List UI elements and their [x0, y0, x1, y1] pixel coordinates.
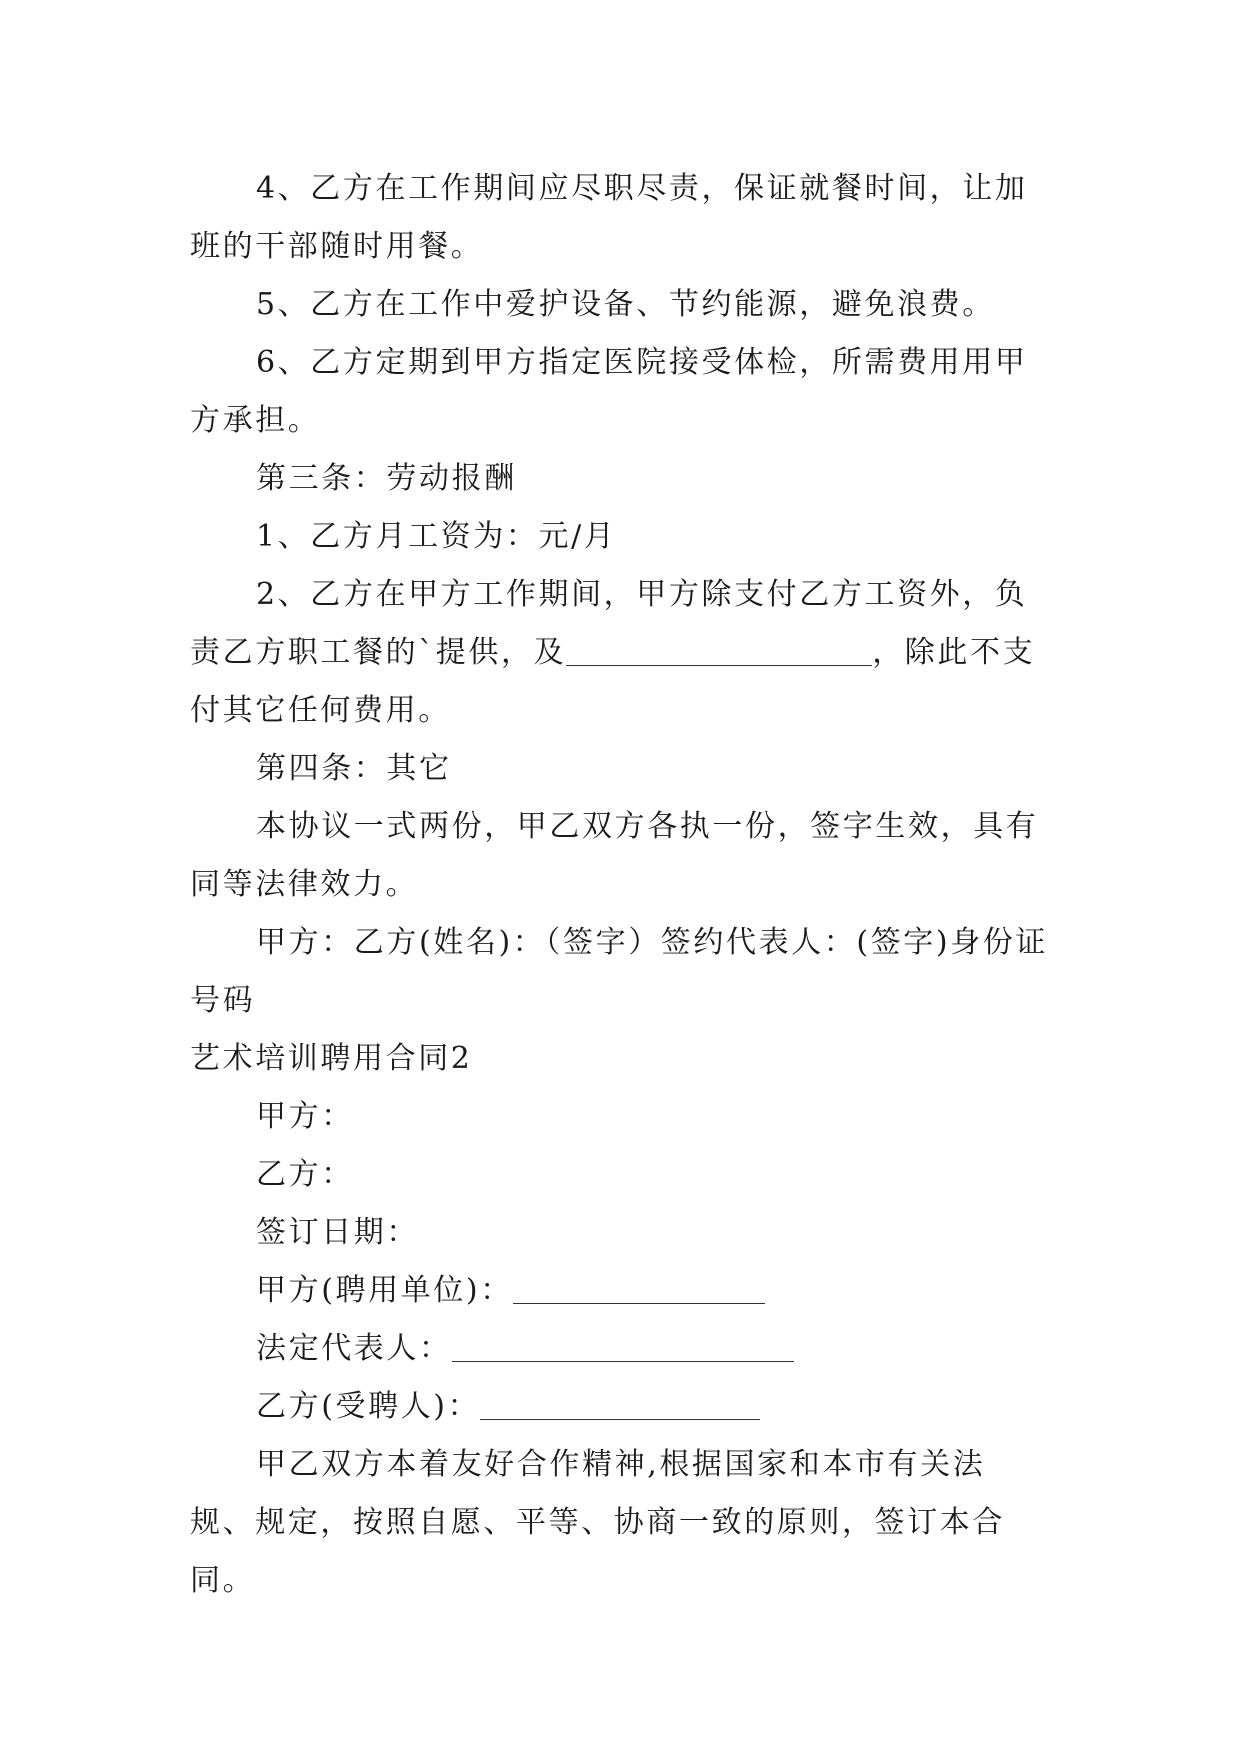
salary-item-2-text-end: ，除此不支付其它任何费用。: [190, 635, 1036, 728]
document-body: [190, 160, 1050, 1610]
clause-item-5: 5、乙方在工作中爱护设备、节约能源，避免浪费。: [256, 287, 995, 322]
party-a-label: 甲方：: [256, 1099, 354, 1134]
employer-field: [190, 1262, 1050, 1320]
signing-date-label: 签订日期：: [256, 1215, 419, 1250]
party-b-label: 乙方：: [256, 1157, 354, 1192]
clause-item-6: 6、乙方定期到甲方指定医院接受体检，所需费用用甲方承担。: [190, 345, 1028, 438]
signature-line: 甲方：乙方(姓名)：（签字）签约代表人：(签字)身份证号码: [190, 925, 1049, 1018]
legal-representative-field: [190, 1320, 1050, 1378]
agreement-copies-text: 本协议一式两份，甲乙双方各执一份，签字生效，具有同等法律效力。: [190, 809, 1039, 902]
fill-in-blank: [566, 631, 872, 666]
salary-item-2-text-start: 2、乙方在甲方工作期间，甲方除支付乙方工资外，负责乙方职工餐的`提供，及: [190, 577, 1028, 670]
legal-representative-blank: [452, 1327, 794, 1362]
employee-blank: [480, 1385, 760, 1420]
contract-title-2: 艺术培训聘用合同2: [190, 1041, 473, 1076]
section-heading-article-3: 第三条：劳动报酬: [256, 461, 517, 496]
legal-representative-label: 法定代表人：: [256, 1331, 452, 1366]
salary-item-1: 1、乙方月工资为：元/月: [256, 519, 617, 554]
contract-preamble: 甲乙双方本着友好合作精神,根据国家和本市有关法规、规定，按照自愿、平等、协商一致的原则，签订本合同。: [190, 1447, 1005, 1598]
clause-item-4: 4、乙方在工作期间应尽职尽责，保证就餐时间，让加班的干部随时用餐。: [190, 171, 1028, 264]
salary-item-2: [190, 566, 1050, 740]
section-heading-article-4: 第四条：其它: [256, 751, 452, 786]
employee-field: [190, 1378, 1050, 1436]
employee-label: 乙方(受聘人)：: [256, 1389, 481, 1424]
employer-blank: [513, 1269, 765, 1304]
employer-label: 甲方(聘用单位)：: [256, 1273, 513, 1308]
